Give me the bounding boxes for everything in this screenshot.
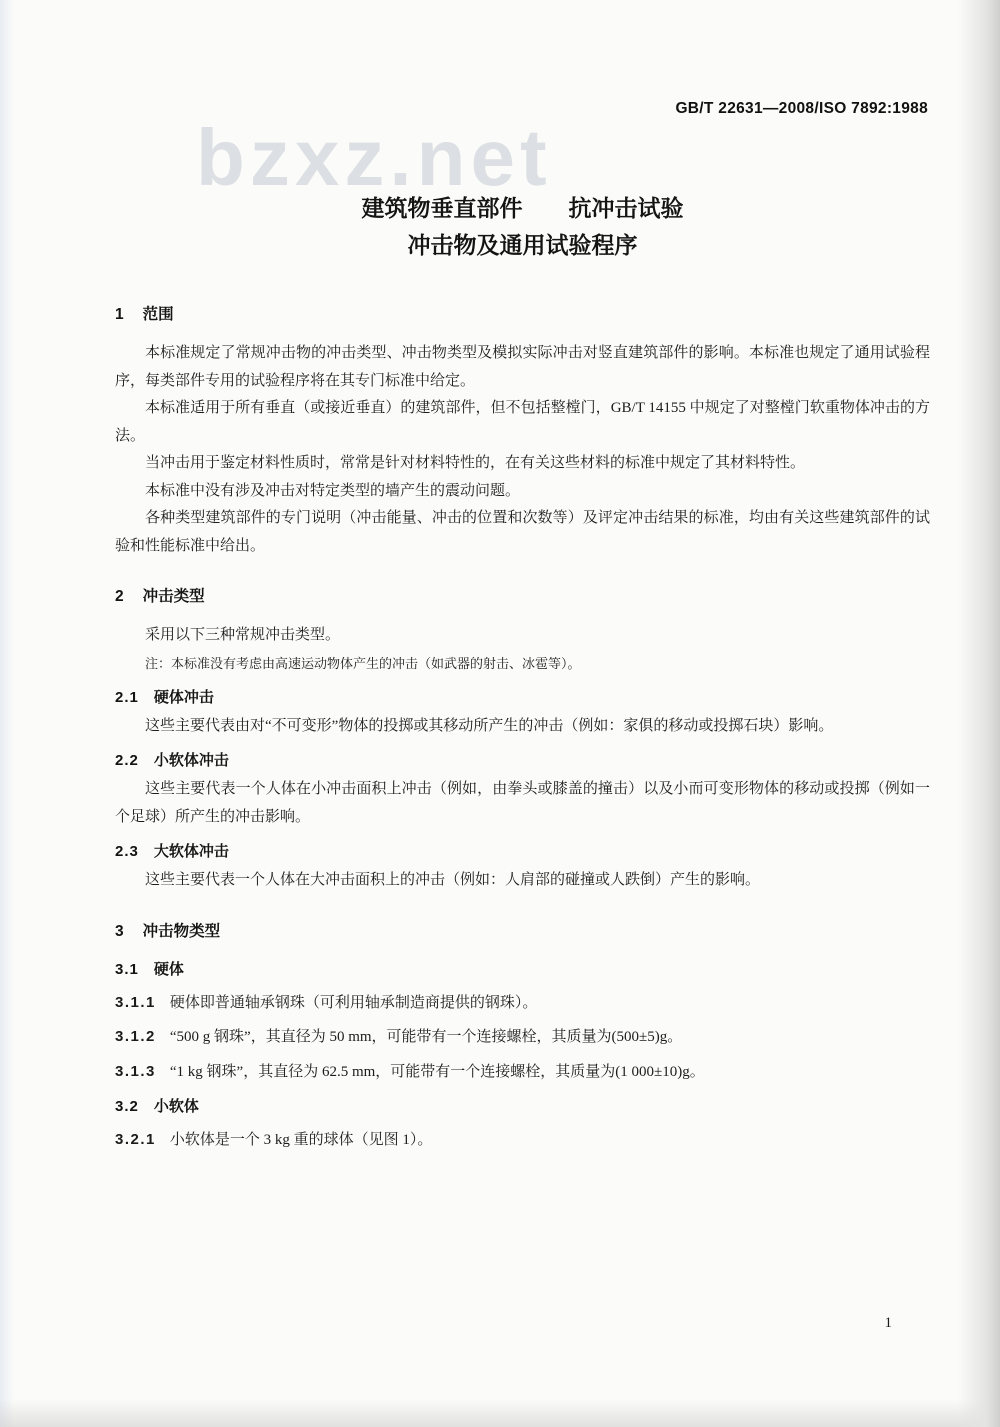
paragraph: 采用以下三种常规冲击类型。	[145, 627, 341, 643]
paragraph: 这些主要代表由对“不可变形”物体的投掷或其移动所产生的冲击（例如：家俱的移动或投掷石块）影响。	[145, 717, 834, 734]
section-3-2-title: 小软体	[153, 1098, 199, 1115]
section-1-number: 1	[115, 306, 125, 323]
section-2-3-title: 大软体冲击	[153, 843, 229, 860]
paragraph: 这些主要代表一个人体在大冲击面积上的冲击（例如：人肩部的碰撞或人跌倒）产生的影响。	[145, 872, 761, 888]
note-text: 注：本标准没有考虑由高速运动物体产生的冲击（如武器的射击、冰雹等）。	[145, 655, 581, 671]
clause-text: “500 g 钢珠”，其直径为 50 mm，可能带有一个连接螺栓，其质量为(500±5)g。	[169, 1029, 683, 1045]
clause-number: 3.1.1	[115, 993, 156, 1011]
clause-text: 小软体是一个 3 kg 重的球体（见图 1）。	[169, 1132, 433, 1148]
clause	[115, 1126, 930, 1155]
clause	[115, 1058, 930, 1087]
section-2-2-number: 2.2	[115, 752, 139, 769]
clause	[115, 989, 930, 1018]
section-3-1-heading	[115, 957, 930, 983]
section-2-title: 冲击类型	[142, 588, 205, 605]
section-2-2-heading	[115, 748, 930, 774]
clause-number: 3.2.1	[115, 1131, 156, 1148]
section-3-number: 3	[115, 922, 125, 940]
section-2-number: 2	[115, 588, 125, 605]
title-line-2: 冲击物及通用试验程序	[407, 232, 638, 258]
section-1-title: 范围	[142, 306, 174, 323]
section-3-1-title: 硬体	[153, 960, 184, 978]
clause-number: 3.1.2	[115, 1028, 156, 1045]
document-title	[115, 190, 930, 264]
section-1-heading	[115, 304, 930, 326]
standard-code: GB/T 22631—2008/ISO 7892:1988	[675, 100, 928, 117]
section-3-2-heading	[115, 1094, 930, 1120]
section-2-1-heading	[115, 685, 930, 711]
section-2-heading	[115, 586, 930, 608]
watermark-text: bzxz.net	[196, 113, 552, 202]
paragraph: 这些主要代表一个人体在小冲击面积上冲击（例如，由拳头或膝盖的撞击）以及小而可变形物体的移动或投掷（例如一个足球）所产生的冲击影响。	[115, 781, 930, 825]
section-2-3-number: 2.3	[115, 843, 139, 860]
section-2-1-number: 2.1	[115, 688, 139, 706]
section-3-2-number: 3.2	[115, 1098, 139, 1115]
section-2-2-title: 小软体冲击	[153, 752, 229, 769]
paragraph: 本标准适用于所有垂直（或接近垂直）的建筑部件，但不包括整樘门，GB/T 14155 中规定了对整樘门软重物体冲击的方法。	[115, 400, 930, 444]
clause-number: 3.1.3	[115, 1062, 156, 1080]
section-3-title: 冲击物类型	[142, 922, 221, 940]
paragraph: 当冲击用于鉴定材料性质时，常常是针对材料特性的，在有关这些材料的标准中规定了其材料特性。	[145, 455, 806, 471]
clause	[115, 1023, 930, 1052]
clause-text: “1 kg 钢珠”，其直径为 62.5 mm，可能带有一个连接螺栓，其质量为(1 000±10)g。	[169, 1063, 705, 1080]
clause-text: 硬体即普通轴承钢珠（可利用轴承制造商提供的钢珠）。	[169, 994, 538, 1011]
document-content	[115, 0, 930, 1155]
paragraph: 各种类型建筑部件的专门说明（冲击能量、冲击的位置和次数等）及评定冲击结果的标准，均由有关这些建筑部件的试验和性能标准中给出。	[115, 510, 930, 554]
page-number: 1	[884, 1315, 892, 1331]
section-3-1-number: 3.1	[115, 960, 139, 978]
paragraph: 本标准规定了常规冲击物的冲击类型、冲击物类型及模拟实际冲击对竖直建筑部件的影响。本标准也规定了通用试验程序，每类部件专用的试验程序将在其专门标准中给定。	[115, 345, 930, 389]
title-line-1: 建筑物垂直部件 抗冲击试验	[361, 195, 684, 221]
paragraph: 本标准中没有涉及冲击对特定类型的墙产生的震动问题。	[145, 482, 521, 499]
section-3-heading	[115, 921, 930, 943]
section-2-3-heading	[115, 839, 930, 865]
section-2-1-title: 硬体冲击	[153, 688, 214, 706]
